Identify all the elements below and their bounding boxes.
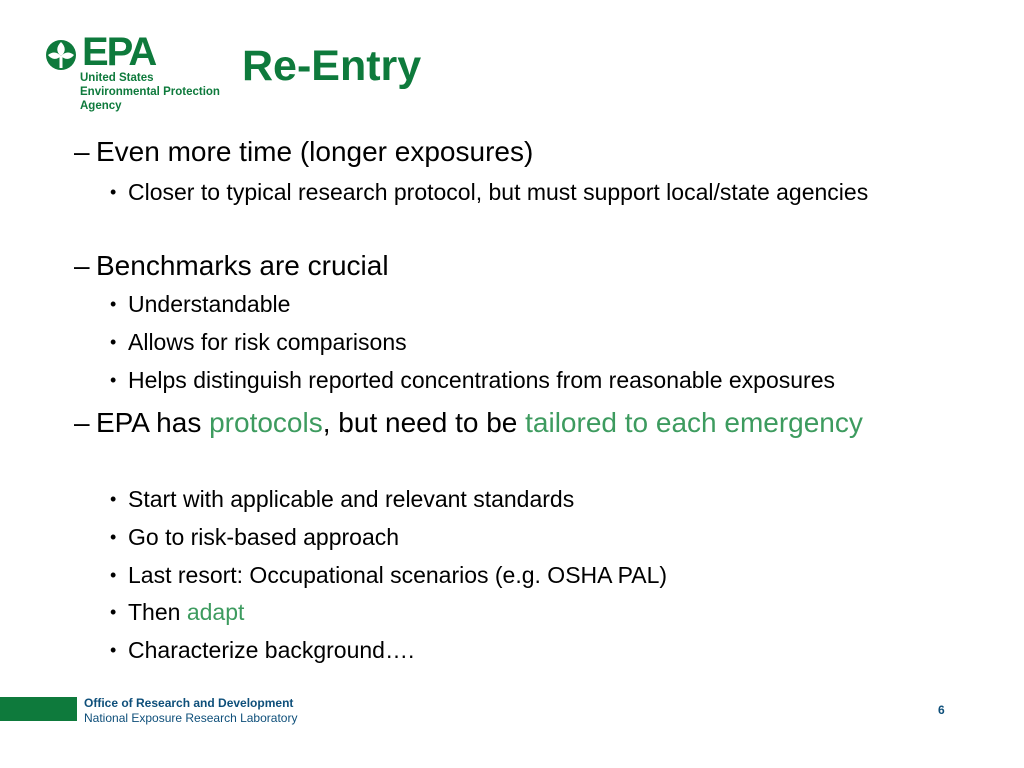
footer-office-name: Office of Research and Development (84, 696, 294, 710)
slide-title: Re-Entry (242, 42, 422, 90)
page-number: 6 (938, 703, 945, 717)
bullet-level2: • Go to risk-based approach (110, 524, 400, 550)
bullet-level2: • Allows for risk comparisons (110, 329, 407, 355)
epa-logo (44, 30, 234, 116)
bullet-level1: – Even more time (longer exposures) (74, 136, 534, 167)
bullet-level1: – EPA has protocols, but need to be tailored to each emergency (74, 407, 863, 438)
agency-line-3: Agency (80, 100, 122, 112)
highlight-text: tailored to each emergency (525, 407, 863, 438)
agency-line-1: United States (80, 72, 154, 84)
bullet-level1: – Benchmarks are crucial (74, 250, 389, 281)
footer-lab-name: National Exposure Research Laboratory (84, 711, 298, 725)
highlight-text: protocols (209, 407, 323, 438)
bullet-level2: • Characterize background…. (110, 637, 415, 663)
bullet-level2: • Last resort: Occupational scenarios (e.g. OSHA PAL) (110, 562, 668, 588)
bullet-level2: • Start with applicable and relevant standards (110, 486, 575, 512)
footer-color-bar (0, 697, 77, 721)
bullet-level2: • Understandable (110, 291, 291, 317)
bullet-level2: • Closer to typical research protocol, but must support local/state agencies (110, 179, 869, 205)
epa-flower-icon (44, 38, 78, 72)
bullet-level2: • Helps distinguish reported concentrations from reasonable exposures (110, 367, 836, 393)
highlight-text: adapt (186, 599, 245, 625)
bullet-level2: • Then adapt (110, 599, 245, 625)
epa-wordmark: EPA (82, 30, 156, 74)
agency-line-2: Environmental Protection (80, 86, 220, 98)
epa-agency-name (80, 71, 220, 113)
